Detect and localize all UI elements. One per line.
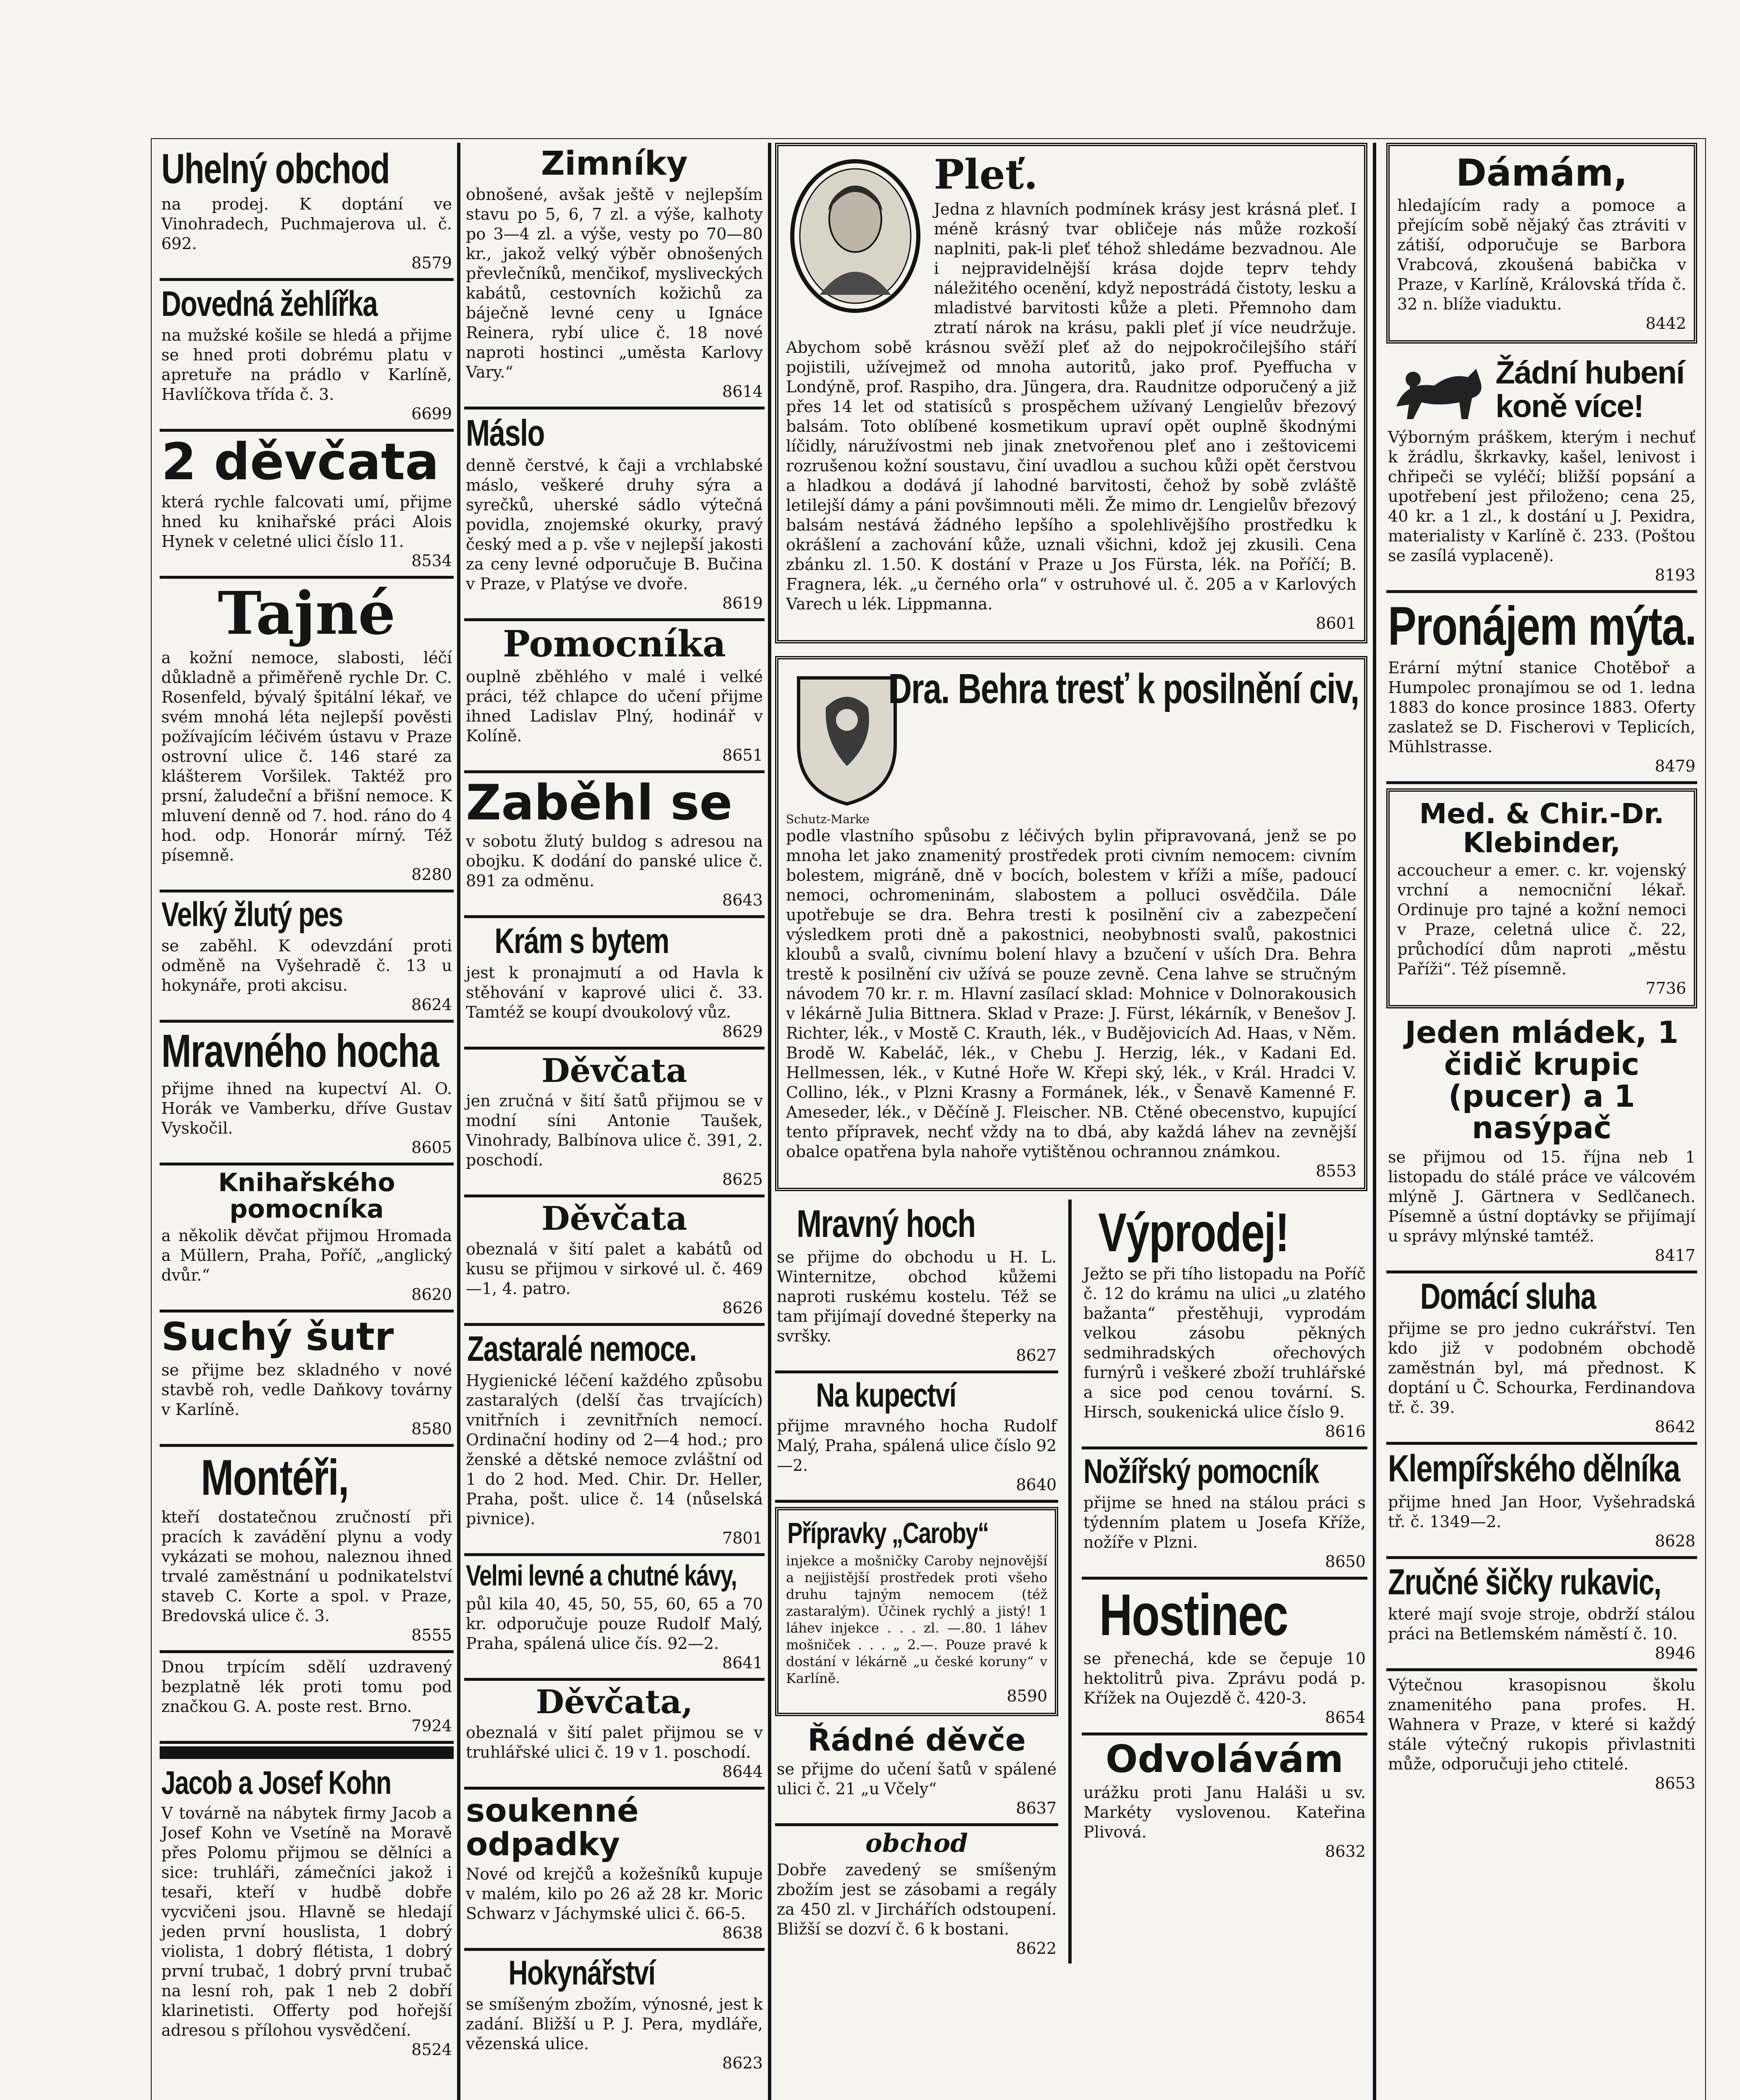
ad-pomocnika xyxy=(464,621,765,773)
ad-heading: Uhelný obchod xyxy=(161,145,390,192)
ad-body: obnošené, avšak ještě v nejlepším stavu po 5, 6, 7 zl. a výše, kalhoty po 3—4 zl. a výše, vesty po 70—80 kr., jakož velký výběr obnošených převlečníků, menčikof, mysliveckých kabátů, cestovních kožichů za báječně levné ceny u Ignáce Reinera, rybí ulice č. 18 nové naproti hostinci „uměsta Karlovy Vary.“ xyxy=(466,185,763,381)
ad-number: 8622 xyxy=(1016,1939,1057,1958)
ad-heading: soukenné odpadky xyxy=(466,1791,639,1863)
ad-krasopis xyxy=(1386,1671,1697,1798)
ad-number: 8605 xyxy=(411,1138,452,1157)
ad-body: jen zručná v šití šatů přijmou se v modní síni Antonie Taušek, Vinohrady, Balbínova ulice č. 391, 2. poschodí. xyxy=(466,1092,763,1170)
ad-heading: Zimníky xyxy=(541,145,688,183)
ad-number: 6699 xyxy=(411,404,452,423)
ad-pronajem-myta xyxy=(1386,593,1697,784)
ad-number: 7924 xyxy=(411,1717,452,1735)
ad-number: 8623 xyxy=(722,2053,763,2072)
ad-uhelny-obchod xyxy=(160,143,454,281)
ad-body: Erární mýtní stanice Chotěboř a Humpolec pronajímou se od 1. ledna 1883 do konce prosince 1883. Oferty zaslatež se D. Fischerovi v Teplicích, Mühlstrasse. xyxy=(1388,658,1695,756)
ad-kone xyxy=(1386,352,1697,593)
ad-number: 8627 xyxy=(1016,1346,1057,1365)
ad-body: přijme se hned na stálou práci s týdenním platem u Josefa Kříže, nožíře v Plzni. xyxy=(1083,1494,1366,1552)
ad-devcata-3 xyxy=(464,1681,765,1790)
ad-heading: Nožířský pomocník xyxy=(1083,1452,1319,1491)
ad-heading: Výprodej! xyxy=(1098,1201,1289,1263)
ad-body: obeznalá v šití palet přijmou se v truhlářské ulici č. 19 v 1. poschodí. xyxy=(466,1723,763,1761)
ad-body: obeznalá v šití palet a kabátů od kusu se přijmou v sirkové ul. č. 469—1, 4. patro. xyxy=(466,1240,763,1298)
ad-heading: Montéři, xyxy=(201,1449,349,1506)
ad-body: které mají svoje stroje, obdrží stálou práci na Betlemském náměstí č. 10. xyxy=(1388,1604,1695,1643)
ad-heading: Dámám, xyxy=(1456,151,1628,194)
ad-hokynarstvi xyxy=(464,1951,765,2078)
ad-heading: Zručné šičky rukavic, xyxy=(1388,1562,1661,1602)
ad-number: 8580 xyxy=(411,1420,452,1438)
ad-heading: Hostinec xyxy=(1099,1582,1288,1648)
ad-zabehl-se xyxy=(464,773,765,919)
column-rule xyxy=(457,143,460,2100)
ad-heading: Máslo xyxy=(466,412,544,454)
ad-obchod xyxy=(775,1826,1058,1964)
ad-heading: Domácí sluha xyxy=(1420,1276,1596,1317)
ad-body: Hygienické léčení každého způsobu zastaralých (delší čas trvajících) vnitřních i zevnitřních nemocí. Ordinační hodiny od 2—4 hod.; pro ženské a dětské nemoce zvláštní od 1 do 2 hod. Med. Chir. Dr. Heller, Praha, pošt. ulice č. 14 (nůselská pivnice). xyxy=(466,1371,763,1528)
ad-number: 8637 xyxy=(1016,1799,1057,1818)
ad-body: V továrně na nábytek firmy Jacob a Josef Kohn ve Vsetíně na Moravě přes Polomu přijmou se dělníci a sice: truhláři, zámečníci jakož i tesaři, kteří v hudbě dobře vycvičeni jsou. Hlavně se hledají jeden první houslista, 1 dobrý violista, 1 dobrý flétista, 1 dobrý první trubač, 1 dobrý první trubač na lesní roh, pak 1 neb 2 dobří klarinetisti. Offerty pod hořejší adresou s přílohou vysvědčení. xyxy=(161,1804,452,2040)
ad-klebinder xyxy=(1386,788,1697,1009)
portrait-illustration xyxy=(786,156,925,316)
ad-kohn xyxy=(160,1761,454,2065)
ad-body: se zaběhl. K odevzdání proti odměně na Vyšehradě č. 13 u hokynáře, proti akcisu. xyxy=(161,937,452,995)
ad-body: Ježto se při tího listopadu na Poříč č. 12 do krámu na ulici „u zlatého bažanta“ přestěhuji, vyprodám velkou zásobu pěkných sedmihradských ořechových furnýrů i veškeré zboží truhlářské a sice pod cenou tovární. S. Hirsch, soukenická ulice číslo 9. xyxy=(1083,1265,1366,1422)
ad-body: jest k pronajmutí a od Havla k stěhování v kaprové ulici č. 33. Tamtéž se koupí dvoukolový vůz. xyxy=(466,963,763,1021)
ad-number: 8616 xyxy=(1325,1422,1366,1441)
ad-number: 8654 xyxy=(1325,1708,1366,1727)
ad-heading: Pronájem mýta. xyxy=(1388,595,1696,657)
ad-body: se smíšeným zbožím, výnosné, jest k zadání. Bližší u P. J. Pera, mydláře, vězenská ulice. xyxy=(466,1995,763,2053)
ad-number: 7736 xyxy=(1645,979,1686,998)
ad-number: 8629 xyxy=(722,1022,763,1041)
ad-heading: 2 děvčata xyxy=(161,433,439,492)
ad-number: 8619 xyxy=(722,594,763,613)
ad-kavy xyxy=(464,1556,765,1681)
column-rule xyxy=(768,143,771,2100)
ad-heading: Suchý šutr xyxy=(161,1314,394,1359)
ad-mravny-hoch xyxy=(775,1200,1058,1374)
ad-heading: Velmi levné a chutné kávy, xyxy=(466,1559,737,1592)
ad-body: denně čerstvé, k čaji a vrchlabské máslo, veškeré druhy sýra a syrečků, uherské sádlo výtečná povidla, znojemské okurky, pravý český med a p. vše v nejlepší jakosti za ceny levné odporučuje B. Bučina v Praze, v Platýse ve dvoře. xyxy=(466,456,763,593)
ad-heading: Dovedná žehlířka xyxy=(161,284,377,323)
ad-2-devcata xyxy=(160,432,454,579)
ad-number: 8644 xyxy=(722,1762,763,1781)
ad-number: 8553 xyxy=(1316,1161,1356,1180)
column-3-lower xyxy=(775,1200,1367,1964)
ad-heading: Jeden mládek, 1 čidič krupic (pucer) a 1 nasýpač xyxy=(1405,1015,1679,1146)
ad-number: 8640 xyxy=(1016,1475,1057,1494)
column-3-left xyxy=(775,1200,1058,1964)
ad-body: na prodej. K doptání ve Vinohradech, Puchmajerova ul. č. 692. xyxy=(161,195,452,253)
ad-body: se přijmou od 15. října neb 1 listopadu do stálé práce ve válcovém mlýně J. Gärtnera v Sedlčanech. Písemně a ústní doptávky se přijímají u správy mlýnské tamtéž. xyxy=(1388,1147,1695,1245)
ad-heading: Odvolávám xyxy=(1105,1737,1344,1782)
ad-number: 8590 xyxy=(1007,1686,1048,1705)
ad-body: která rychle falcovati umí, přijme hned ku knihařské práci Alois Hynek v celetné ulici číslo 11. xyxy=(161,493,452,551)
ad-vyprodej xyxy=(1082,1200,1367,1450)
ad-zimniky xyxy=(464,143,765,410)
ad-heading: Děvčata, xyxy=(536,1683,693,1722)
ad-heading: Med. & Chir.-Dr. Klebinder, xyxy=(1419,797,1664,859)
ad-body: přijme hned Jan Hoor, Vyšehradská tř. č. 1349—2. xyxy=(1388,1492,1695,1531)
ad-number: 7801 xyxy=(722,1528,763,1547)
ad-kram-s-bytem xyxy=(464,918,765,1049)
ad-body: na mužské košile se hledá a přijme se hned proti dobrému platu v apretuře na prádlo v Karlíně, Havlíčkova třída č. 3. xyxy=(161,326,452,404)
ad-number: 8653 xyxy=(1655,1774,1695,1793)
ad-number: 8601 xyxy=(1316,614,1356,633)
ad-body: a kožní nemoce, slabosti, léčí důkladně a přiměřeně rychle Dr. C. Rosenfeld, bývalý špitální lékař, ve svém mnohá léta nejlepší pověsti požívajícím léčivém ústavu v Praze ostrovní ulice č. 146 staré za klášterem Voršilek. Taktéž pro prsní, žaludeční a břišní nemoce. K mluvení denně od 7. hod. ráno do 4 hod. odp. Honorár mírný. Též písemně. xyxy=(161,648,452,865)
ad-body: injekce a mošničky Caroby nejnovější a nejjistější prostředek proti všeho druhu tajným nemocem (též zastaralým). Účinek rychlý a jistý! 1 láhev injekce . . . zl. —.80. 1 láhev mošniček . . . „ 2.—. Pouze pravé k dostání v lékárně „u české koruny“ v Karlíně. xyxy=(786,1552,1048,1686)
ad-number: 8534 xyxy=(411,551,452,570)
ad-odpadky xyxy=(464,1790,765,1951)
divider-bar xyxy=(160,1746,454,1759)
ad-body: Nové od krejčů a kožešníků kupuje v malém, kilo po 26 až 28 kr. Moric Schwarz v Jáchymské ulici č. 66-5. xyxy=(466,1864,763,1923)
ad-suchy-sutr xyxy=(160,1312,454,1447)
crest-label: Schutz-Marke xyxy=(786,812,870,826)
ad-body: se přenechá, kde se čepuje 10 hektolitrů piva. Zprávu podá p. Křížek na Oujezdě č. 420-3. xyxy=(1083,1649,1366,1708)
ad-heading: Krám s bytem xyxy=(494,921,669,961)
ad-na-kupectvi xyxy=(775,1373,1058,1503)
ad-plet xyxy=(775,143,1367,643)
ad-heading: Pomocníka xyxy=(503,623,726,666)
ad-heading: Žádní hubení koně více! xyxy=(1496,355,1684,425)
ad-number: 8650 xyxy=(1325,1552,1366,1571)
ad-body: se přijme do obchodu u H. L. Winternitze, obchod kůžemi naproti ruskému kostelu. Též se tam přijímají dovedné šteperky na svršky. xyxy=(777,1248,1057,1346)
ad-number: 8626 xyxy=(722,1299,763,1318)
ad-number: 8641 xyxy=(722,1654,763,1672)
ad-body: a několik děvčat přijmou Hromada a Müllern, Praha, Poříč, „anglický dvůr.“ xyxy=(161,1226,452,1284)
ad-zehlirka xyxy=(160,281,454,432)
ad-zastarale-nemoce xyxy=(464,1326,765,1556)
ad-heading: Klempířského dělníka xyxy=(1388,1448,1680,1490)
ad-monteri xyxy=(160,1447,454,1653)
ad-number: 8651 xyxy=(722,746,763,764)
ad-number: 8614 xyxy=(722,382,763,401)
ad-body: půl kila 40, 45, 50, 55, 60, 65 a 70 kr. odporučuje pouze Rudolf Malý, Praha, spálená ulice čís. 92—2. xyxy=(466,1595,763,1653)
ad-number: 8524 xyxy=(411,2040,452,2059)
ad-zluty-pes xyxy=(160,892,454,1023)
ad-number: 8280 xyxy=(411,865,452,884)
ad-sicky-rukavic xyxy=(1386,1559,1697,1671)
ad-body: Výtečnou krasopisnou školu znamenitého pana profes. H. Wahnera v Praze, v které si každý stále výtečný rukopis přivlastniti může, odporučuji jeho ctitelé. xyxy=(1388,1675,1695,1773)
ad-body: Dobře zavedený se smíšeným zbožím jest se zásobami a regály za 450 zl. v Jirchářích odstoupení. Bližší se dozví č. 6 k bostani. xyxy=(777,1861,1057,1939)
ad-knihar-pomocnik xyxy=(160,1166,454,1312)
ad-mladek xyxy=(1386,1013,1697,1273)
ad-body: se přijme bez skladného v nové stavbě roh, vedle Daňkovy továrny v Karlíně. xyxy=(161,1361,452,1419)
ad-heading: Velký žlutý pes xyxy=(161,895,343,934)
ad-body: v sobotu žlutý buldog s adresou na obojku. K dodání do panské ulice č. 891 za odměnu. xyxy=(466,832,763,890)
ad-hostinec xyxy=(1082,1580,1367,1735)
ad-body: kteří dostatečnou zručností při pracích k zavádění plynu a vody vykázati se mohou, naleznou ihned trvalé zaměstnání u podnikatelství staveb C. Korte a spol. v Praze, Bredovská ulice č. 3. xyxy=(161,1508,452,1625)
ad-heading: Hokynářství xyxy=(508,1953,655,1992)
ad-heading: Tajné xyxy=(218,579,396,648)
ad-behr xyxy=(775,656,1367,1191)
ad-radne-devce xyxy=(775,1720,1058,1827)
ad-body: Výborným práškem, kterým i nechuť k žrádlu, škrkavky, kašel, lenivost i chřipeči se vyléčí; bližší popsání a upotřebení jest přiloženo; cena 25, 40 kr. a 1 zl., k dostání u J. Pexidra, materialisty v Karlíně č. 233. (Poštou se zasílá vyplaceně). xyxy=(1388,428,1695,565)
ad-body: hledajícím rady a pomoce a přejícím sobě nějaký čas ztráviti v zátiší, odporučuje se Barbora Vrabcová, zkoušená babička v Praze, v Karlíně, Královská třída č. 32 n. blíže viaduktu. xyxy=(1397,196,1686,314)
column-4 xyxy=(1386,143,1697,2100)
ad-body: ouplně zběhlého v malé i velké práci, též chlapce do učení přijme ihned Ladislav Plný, hodinář v Kolíně. xyxy=(466,667,763,745)
ad-number: 8624 xyxy=(411,995,452,1014)
ad-heading: Pleť. xyxy=(934,151,1038,198)
ad-heading: Knihařského pomocníka xyxy=(218,1168,395,1224)
ad-number: 8632 xyxy=(1325,1842,1366,1861)
ad-body: přijme ihned na kupectví Al. O. Horák ve Vamberku, dříve Gustav Vyskočil. xyxy=(161,1079,452,1137)
ad-number: 8625 xyxy=(722,1170,763,1189)
horse-illustration-icon xyxy=(1388,356,1489,428)
ad-heading: Zaběhl se xyxy=(466,774,733,831)
ad-dnou xyxy=(160,1653,454,1744)
ad-number: 8193 xyxy=(1655,566,1695,585)
ad-heading: obchod xyxy=(865,1829,968,1858)
ad-heading: Přípravky „Caroby“ xyxy=(787,1517,989,1550)
ad-number: 8479 xyxy=(1655,756,1695,775)
ad-caroby xyxy=(775,1507,1058,1716)
column-rule xyxy=(1373,143,1376,2100)
column-2 xyxy=(464,143,765,2100)
ad-number: 8579 xyxy=(411,254,452,272)
ad-klempir xyxy=(1386,1445,1697,1559)
ad-domaci-sluha xyxy=(1386,1273,1697,1445)
ad-maslo xyxy=(464,410,765,621)
ad-heading: Řádné děvče xyxy=(807,1722,1026,1758)
ad-odvolavam xyxy=(1082,1735,1367,1866)
ad-number: 8555 xyxy=(411,1626,452,1645)
ad-mravneho-hocha xyxy=(160,1023,454,1166)
ad-heading: Mravný hoch xyxy=(796,1202,975,1245)
ad-devcata-1 xyxy=(464,1050,765,1198)
ad-heading: Na kupectví xyxy=(816,1376,956,1414)
ad-number: 8643 xyxy=(722,891,763,910)
column-3-right xyxy=(1082,1200,1367,1964)
ad-heading: Mravného hocha xyxy=(161,1025,439,1077)
column-1 xyxy=(160,143,454,2100)
ad-number: 8417 xyxy=(1655,1246,1695,1265)
ad-heading: Dra. Behra tresť k posilnění civ, xyxy=(888,665,1359,712)
ad-heading: Jacob a Josef Kohn xyxy=(161,1764,391,1801)
ad-body: urážku proti Janu Haláši u sv. Markéty vyslovenou. Kateřina Plivová. xyxy=(1083,1783,1366,1841)
ad-devcata-2 xyxy=(464,1197,765,1326)
ad-damam xyxy=(1386,143,1697,344)
ad-heading: Zastaralé nemoce. xyxy=(467,1329,697,1369)
ad-number: 8620 xyxy=(411,1285,452,1304)
ad-number: 8946 xyxy=(1655,1643,1695,1662)
ad-number: 8628 xyxy=(1655,1531,1695,1550)
ad-heading: Děvčata xyxy=(541,1200,688,1238)
ad-tajne xyxy=(160,579,454,892)
ad-body: přijme mravného hocha Rudolf Malý, Praha, spálená ulice číslo 92—2. xyxy=(777,1417,1057,1475)
ad-body: accoucheur a emer. c. kr. vojenský vrchní a nemocniční lékař. Ordinuje pro tajné a kožní nemoci v Praze, celetná ulice č. 22, průchodící dům naproti „městu Paříži“. Též písemně. xyxy=(1397,861,1686,979)
ad-body: přijme se pro jedno cukrářství. Ten kdo již v podobném obchodě zaměstnán byl, má přednost. K doptání u Č. Schourka, Ferdinandova tř. č. 39. xyxy=(1388,1319,1695,1417)
ad-heading: Děvčata xyxy=(541,1051,688,1090)
ad-body: Dnou trpícím sdělí uzdravený bezplatně lék proti tomu pod značkou G. A. poste rest. Brno. xyxy=(161,1658,452,1716)
ad-number: 8642 xyxy=(1655,1418,1695,1436)
column-3 xyxy=(775,143,1367,2100)
ad-number: 8442 xyxy=(1645,314,1686,333)
ad-nozirsky xyxy=(1082,1449,1367,1580)
ad-body: se přijme do učení šatů v spálené ulici č. 21 „u Včely“ xyxy=(777,1760,1057,1798)
ad-body: podle vlastního spůsobu z léčivých bylin připravovaná, jenž se po mnoha let jako znamenitý prostředek proti civním nemocem: civním bolestem, migráně, dně v bocích, bolestem v kříži a míše, padoucí nemoci, ochromeninám, slabostem a polluci osvědčila. Dále upotřebuje se dra. Behra tresti k posilnění civ a zabezpečení výsledkem proti dně a pakostnici, neobybnosti svalů, pakostnici kloubů a svalů, civnímu bolení hlavy a bzučení v uších Dra. Behra trestě k posilnění civ užívá se pouze zevně. Cena lahve se stručným návodem 70 kr. r. m. Hlavní zasílací sklad: Mohnice v Dolnorakousich v lékárně Julia Bittnera. Sklad v Praze: J. Fürst, lékárník, v Benešov J. Richter, lék., v Mostě C. Krauth, lék., v Budějovicích Ad. Haas, v Něm. Brodě W. Kabeláč, lék., v Chebu J. Herzig, lék., v Kadani Ed. Hellmessen, lék., v Kutné Hoře W. Křepi ský, lék., v Král. Hradci V. Collino, lék., v Plzni Krasny a Formánek, lék., v Šenavě Kamenné F. Ameseder, lék., v Děčíně J. Fleischer. NB. Ctěné obecenstvo, kupující tento přípravek, nechť vždy na to dbá, aby každá láhev na zevnější obalce opatřena byla nahoře vytištěnou ochrannou známkou. xyxy=(786,826,1356,1161)
column-rule xyxy=(1068,1200,1072,1964)
ad-body: Jedna z hlavních podmínek krásy jest krásná pleť. I méně krásný tvar obličeje nás může rozkoší naplniti, pak-li pleť téhož shledáme bezvadnou. Ale i nejpravidelnější krása dojde teprv tehdy náležitého ocenění, když nepostrádá čistoty, lesku a mladistvé barvitosti kůže a pleti. Přemnoho dam ztratí nárok na krásu, pakli pleť jí více neudržuje. Abychom sobě krásnou svěží pleť až do nejpokročilejšího stáří pojistili, užívejmež od mnoha autoritů, jako prof. Pyeffucha v Londýně, prof. Raspiho, dra. Jüngera, dra. Raudnitze odporučený a již přes 14 let od statisíců s prospěchem užívaný Lengielův březový balsám. Toto oblíbené kosmetikum upraví opět ouplně škodnými líčidly, náružívostmi neb jinak znetvořenou pleť ano i zeštovicemi rozrušenou kožní soustavu, činí uvadlou a suchou kůži opět čerstvou a hladkou a dodává jí lahodné barvitosti, čehož by sobě zvláště letilejší dámy a páni povšimnouti měli. Že mimo dr. Lengielův březový balsám nestává žádného lepšího a spolehlivějšího prostředku k okrášlení a zachování kůže, uznali všichni, kdož jej zkusili. Cena zbánku zl. 1.50. K dostání v Praze u Jos Fürsta, lék. na Poříčí; B. Fragnera, lék. „u černého orla“ v ostruhové ul. č. 205 a v Karlových Varech u lék. Lippmanna. xyxy=(786,200,1356,613)
ad-number: 8638 xyxy=(722,1923,763,1942)
